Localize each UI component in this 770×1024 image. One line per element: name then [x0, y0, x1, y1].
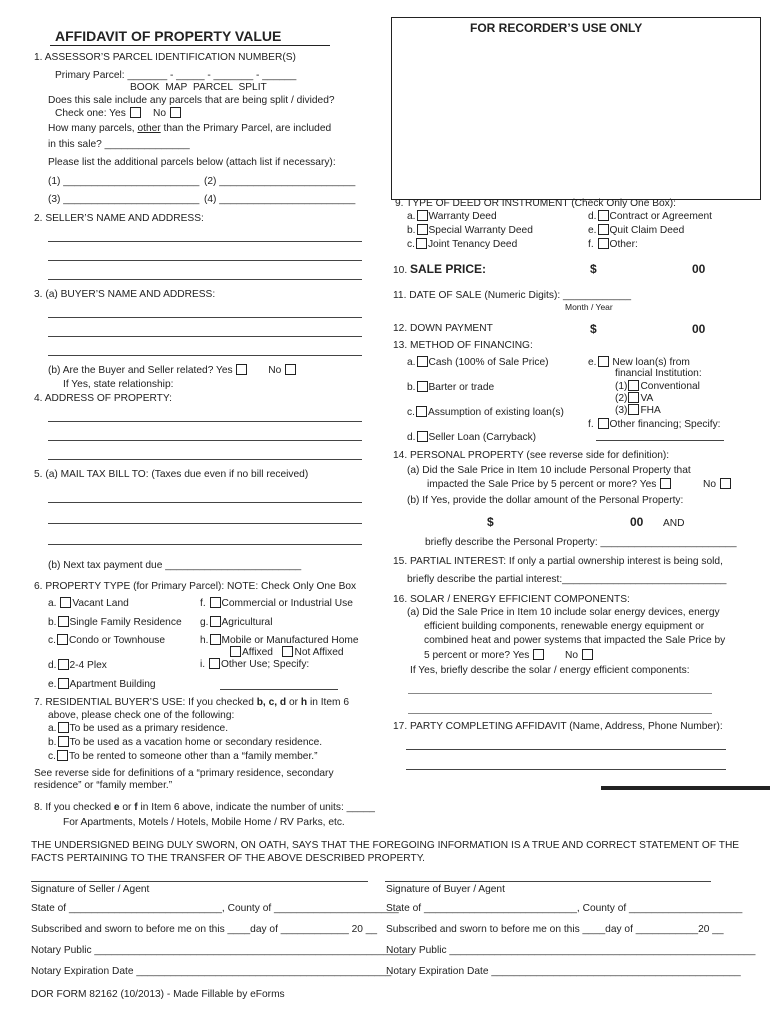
next-tax-field[interactable]: (b) Next tax payment due ________________________ [48, 560, 302, 571]
s14-no: No [703, 478, 732, 491]
parcel-4-field[interactable]: (4) ________________________ [204, 194, 356, 205]
fin-d: d. Seller Loan (Carryback) [407, 432, 537, 443]
buyer-notary-field[interactable]: Notary Public ______________________________________________________ [386, 945, 756, 956]
split-no-checkbox[interactable] [170, 107, 181, 118]
solar-no-checkbox[interactable] [582, 649, 593, 660]
seller-signature-label: Signature of Seller / Agent [31, 884, 150, 895]
warranty-deed-checkbox[interactable] [417, 210, 428, 221]
s6-heading: 6. PROPERTY TYPE (for Primary Parcel): NOTE: Check Only One Box [34, 581, 357, 592]
split-question: Does this sale include any parcels that are being split / divided? [48, 95, 335, 106]
agricultural-checkbox[interactable] [210, 616, 221, 627]
parcel-columns: BOOK MAP PARCEL SPLIT [130, 82, 267, 93]
recorder-box [391, 17, 761, 200]
s15-line-2[interactable]: briefly describe the partial interest:_____________________________ [407, 574, 727, 585]
s7-see-2: residence” or “family member.” [34, 780, 173, 791]
conventional-checkbox[interactable] [628, 380, 639, 391]
s7-heading: 7. RESIDENTIAL BUYER’S USE: If you checked b, c, d or h in Item 6 [34, 697, 350, 708]
type-b: b. Single Family Residence [48, 617, 182, 628]
seller-line-2[interactable] [48, 260, 362, 261]
relationship-label: If Yes, state relationship: [63, 379, 174, 390]
how-many-parcels: How many parcels, other than the Primary Parcel, are included [48, 123, 332, 134]
sale-price-label: 10. SALE PRICE: [393, 262, 487, 276]
s16-heading: 16. SOLAR / ENERGY EFFICIENT COMPONENTS: [393, 594, 630, 605]
solar-yes-checkbox[interactable] [533, 649, 544, 660]
split-check [55, 107, 182, 120]
oath-line-2: FACTS PERTAINING TO THE TRANSFER OF THE ABOVE DESCRIBED PROPERTY. [31, 853, 426, 864]
party-line-1[interactable] [406, 749, 726, 750]
buyer-line-2[interactable] [48, 336, 362, 337]
plex-checkbox[interactable] [58, 659, 69, 670]
form-title: AFFIDAVIT OF PROPERTY VALUE [55, 28, 282, 44]
commercial-checkbox[interactable] [210, 597, 221, 608]
type-h: h. Mobile or Manufactured Home [200, 635, 359, 646]
s16-l3: combined heat and power systems that impacted the Sale Price by [424, 635, 726, 646]
condo-checkbox[interactable] [57, 634, 68, 645]
fin-e-va: (2) VA [615, 393, 654, 404]
deed-d: d. Contract or Agreement [588, 211, 712, 222]
s7-above: above, please check one of the following: [48, 710, 235, 721]
sale-price-cents: 00 [692, 262, 706, 276]
type-a: a. Vacant Land [48, 598, 129, 609]
s4-heading: 4. ADDRESS OF PROPERTY: [34, 393, 172, 404]
pp-dollar: $ [487, 515, 494, 529]
rented-checkbox[interactable] [57, 750, 68, 761]
joint-tenancy-checkbox[interactable] [416, 238, 427, 249]
solar-line-1[interactable] [408, 693, 712, 694]
quit-claim-checkbox[interactable] [598, 224, 609, 235]
seller-sworn-field[interactable]: Subscribed and sworn to before me on this ____day of ____________ 20 __ [31, 924, 378, 935]
type-g: g. Agricultural [200, 617, 273, 628]
parcel-3-field[interactable]: (3) ________________________ [48, 194, 200, 205]
address-line-3[interactable] [48, 459, 362, 460]
other-deed-checkbox[interactable] [598, 238, 609, 249]
s8-line-1[interactable]: 8. If you checked e or f in Item 6 above, indicate the number of units: _____ [34, 802, 375, 813]
seller-expiration-field[interactable]: Notary Expiration Date _____________________________________________ [31, 966, 392, 977]
s1-heading: 1. ASSESSOR’S PARCEL IDENTIFICATION NUMBER(S) [34, 52, 296, 63]
fin-e-conv: (1) Conventional [615, 381, 700, 392]
fin-b: b. Barter or trade [407, 382, 495, 393]
apartment-checkbox[interactable] [58, 678, 69, 689]
affixed-row: Affixed Not Affixed [229, 646, 344, 659]
assumption-checkbox[interactable] [416, 406, 427, 417]
use-a: a. To be used as a primary residence. [48, 723, 229, 734]
s15-line-1: 15. PARTIAL INTEREST: If only a partial ownership interest is being sold, [393, 556, 723, 567]
related-question: (b) Are the Buyer and Seller related? Yes No [48, 364, 297, 377]
parcel-1-field[interactable]: (1) ________________________ [48, 176, 200, 187]
cash-checkbox[interactable] [417, 356, 428, 367]
buyer-expiration-field[interactable]: Notary Expiration Date ____________________________________________ [386, 966, 741, 977]
vacant-land-checkbox[interactable] [60, 597, 71, 608]
address-line-2[interactable] [48, 440, 362, 441]
fin-e-2: financial Institution: [615, 368, 702, 379]
single-family-checkbox[interactable] [58, 616, 69, 627]
s14-a1: (a) Did the Sale Price in Item 10 include Personal Property that [407, 465, 691, 476]
oath-line-1: THE UNDERSIGNED BEING DULY SWORN, ON OATH, SAYS THAT THE FOREGOING INFORMATION IS A TRUE AND CORRECT STATEMENT OF THE [31, 840, 740, 851]
s14-b: (b) If Yes, provide the dollar amount of the Personal Property: [407, 495, 684, 506]
seller-state-field[interactable]: State of ___________________________, County of ______________________ [31, 903, 399, 914]
mail-line-3[interactable] [48, 544, 362, 545]
buyer-signature-line[interactable] [385, 881, 711, 882]
pp-and: AND [663, 518, 685, 529]
seller-notary-field[interactable]: Notary Public ________________________________________________________ [31, 945, 412, 956]
solar-line-2[interactable] [408, 713, 712, 714]
new-loan-checkbox[interactable] [598, 356, 609, 367]
parcel-2-field[interactable]: (2) ________________________ [204, 176, 356, 187]
s13-heading: 13. METHOD OF FINANCING: [393, 340, 533, 351]
buyer-signature-label: Signature of Buyer / Agent [386, 884, 505, 895]
title-underline [50, 45, 330, 46]
down-payment-dollar: $ [590, 322, 597, 336]
fha-checkbox[interactable] [628, 404, 639, 415]
split-yes-checkbox[interactable] [130, 107, 141, 118]
s14-heading: 14. PERSONAL PROPERTY (see reverse side for definition): [393, 450, 670, 461]
s16-l1: (a) Did the Sale Price in Item 10 include solar energy devices, energy [407, 607, 720, 618]
s14-a2: impacted the Sale Price by 5 percent or more? Yes [427, 478, 672, 491]
type-c: c. Condo or Townhouse [48, 635, 166, 646]
contract-checkbox[interactable] [598, 210, 609, 221]
deed-f: f. Other: [588, 239, 638, 250]
other-financing-line[interactable] [596, 440, 724, 441]
divider-bar [601, 786, 770, 790]
pp-cents: 00 [630, 515, 644, 529]
type-d: d. 2-4 Plex [48, 660, 107, 671]
use-b: b. To be used as a vacation home or secondary residence. [48, 737, 323, 748]
s5-heading: 5. (a) MAIL TAX BILL TO: (Taxes due even if no bill received) [34, 469, 309, 480]
buyer-line-1[interactable] [48, 317, 362, 318]
related-yes-checkbox[interactable] [236, 364, 247, 375]
deed-a: a. Warranty Deed [407, 211, 497, 222]
buyer-state-field[interactable]: State of ___________________________, County of ____________________ [386, 903, 743, 914]
list-instruction: Please list the additional parcels below (attach list if necessary): [48, 157, 336, 168]
s7-see-1: See reverse side for definitions of a “primary residence, secondary [34, 768, 334, 779]
primary-residence-checkbox[interactable] [58, 722, 69, 733]
buyer-line-3[interactable] [48, 355, 362, 356]
fin-a: a. Cash (100% of Sale Price) [407, 357, 549, 368]
mail-line-1[interactable] [48, 502, 362, 503]
apartment-line[interactable] [220, 689, 338, 690]
fin-f: f. Other financing; Specify: [588, 419, 721, 430]
seller-line-3[interactable] [48, 279, 362, 280]
primary-parcel[interactable]: Primary Parcel: _______ - _____ - _______ - ______ [55, 70, 297, 81]
fin-e-fha: (3) FHA [615, 405, 661, 416]
sale-price-dollar: $ [590, 262, 597, 276]
personal-property-no-checkbox[interactable] [720, 478, 731, 489]
seller-loan-checkbox[interactable] [417, 431, 428, 442]
seller-signature-line[interactable] [31, 881, 368, 882]
fin-e: e. New loan(s) from [588, 357, 690, 368]
recorder-box-label: FOR RECORDER’S USE ONLY [470, 21, 643, 35]
vacation-home-checkbox[interactable] [58, 736, 69, 747]
down-payment-cents: 00 [692, 322, 706, 336]
barter-checkbox[interactable] [417, 381, 428, 392]
mail-line-2[interactable] [48, 523, 362, 524]
use-c: c. To be rented to someone other than a “family member.” [48, 751, 318, 762]
parcel-count-field[interactable]: in this sale? _______________ [48, 139, 190, 150]
mobile-home-checkbox[interactable] [210, 634, 221, 645]
buyer-sworn-field[interactable]: Subscribed and sworn to before me on this ____day of ___________20 __ [386, 924, 724, 935]
s8-line-2: For Apartments, Motels / Hotels, Mobile Home / RV Parks, etc. [63, 817, 345, 828]
month-year-label: Month / Year [565, 302, 613, 312]
fin-c: c. Assumption of existing loan(s) [407, 407, 564, 418]
pp-describe-field[interactable]: briefly describe the Personal Property: ________________________ [425, 537, 737, 548]
split-no-label: No [152, 108, 167, 119]
s16-l2: efficient building components, renewable energy equipment or [424, 621, 705, 632]
check-one-label: Check one: Yes [55, 108, 126, 119]
s17-heading: 17. PARTY COMPLETING AFFIDAVIT (Name, Address, Phone Number): [393, 721, 723, 732]
form-footer: DOR FORM 82162 (10/2013) - Made Fillable by eForms [31, 989, 285, 1000]
down-payment-label: 12. DOWN PAYMENT [393, 323, 493, 334]
type-e: e. Apartment Building [48, 679, 156, 690]
personal-property-yes-checkbox[interactable] [660, 478, 671, 489]
s9-heading: 9. TYPE OF DEED OR INSTRUMENT (Check Only One Box): [395, 198, 676, 209]
s16-l4: 5 percent or more? Yes No [424, 649, 594, 662]
date-of-sale-field[interactable]: 11. DATE OF SALE (Numeric Digits): ____________ [393, 290, 632, 301]
va-checkbox[interactable] [628, 392, 639, 403]
type-f: f. Commercial or Industrial Use [200, 598, 353, 609]
party-line-2[interactable] [406, 769, 726, 770]
not-affixed-checkbox[interactable] [282, 646, 293, 657]
deed-c: c. Joint Tenancy Deed [407, 239, 518, 250]
other-financing-checkbox[interactable] [598, 418, 609, 429]
type-i: i. Other Use; Specify: [200, 659, 310, 670]
special-warranty-checkbox[interactable] [417, 224, 428, 235]
s16-l5: If Yes, briefly describe the solar / energy efficient components: [410, 665, 690, 676]
affixed-checkbox[interactable] [230, 646, 241, 657]
s3-heading: 3. (a) BUYER’S NAME AND ADDRESS: [34, 289, 216, 300]
related-no-checkbox[interactable] [285, 364, 296, 375]
s2-heading: 2. SELLER’S NAME AND ADDRESS: [34, 213, 204, 224]
address-line-1[interactable] [48, 421, 362, 422]
deed-e: e. Quit Claim Deed [588, 225, 685, 236]
other-use-checkbox[interactable] [209, 658, 220, 669]
deed-b: b. Special Warranty Deed [407, 225, 533, 236]
seller-line-1[interactable] [48, 241, 362, 242]
